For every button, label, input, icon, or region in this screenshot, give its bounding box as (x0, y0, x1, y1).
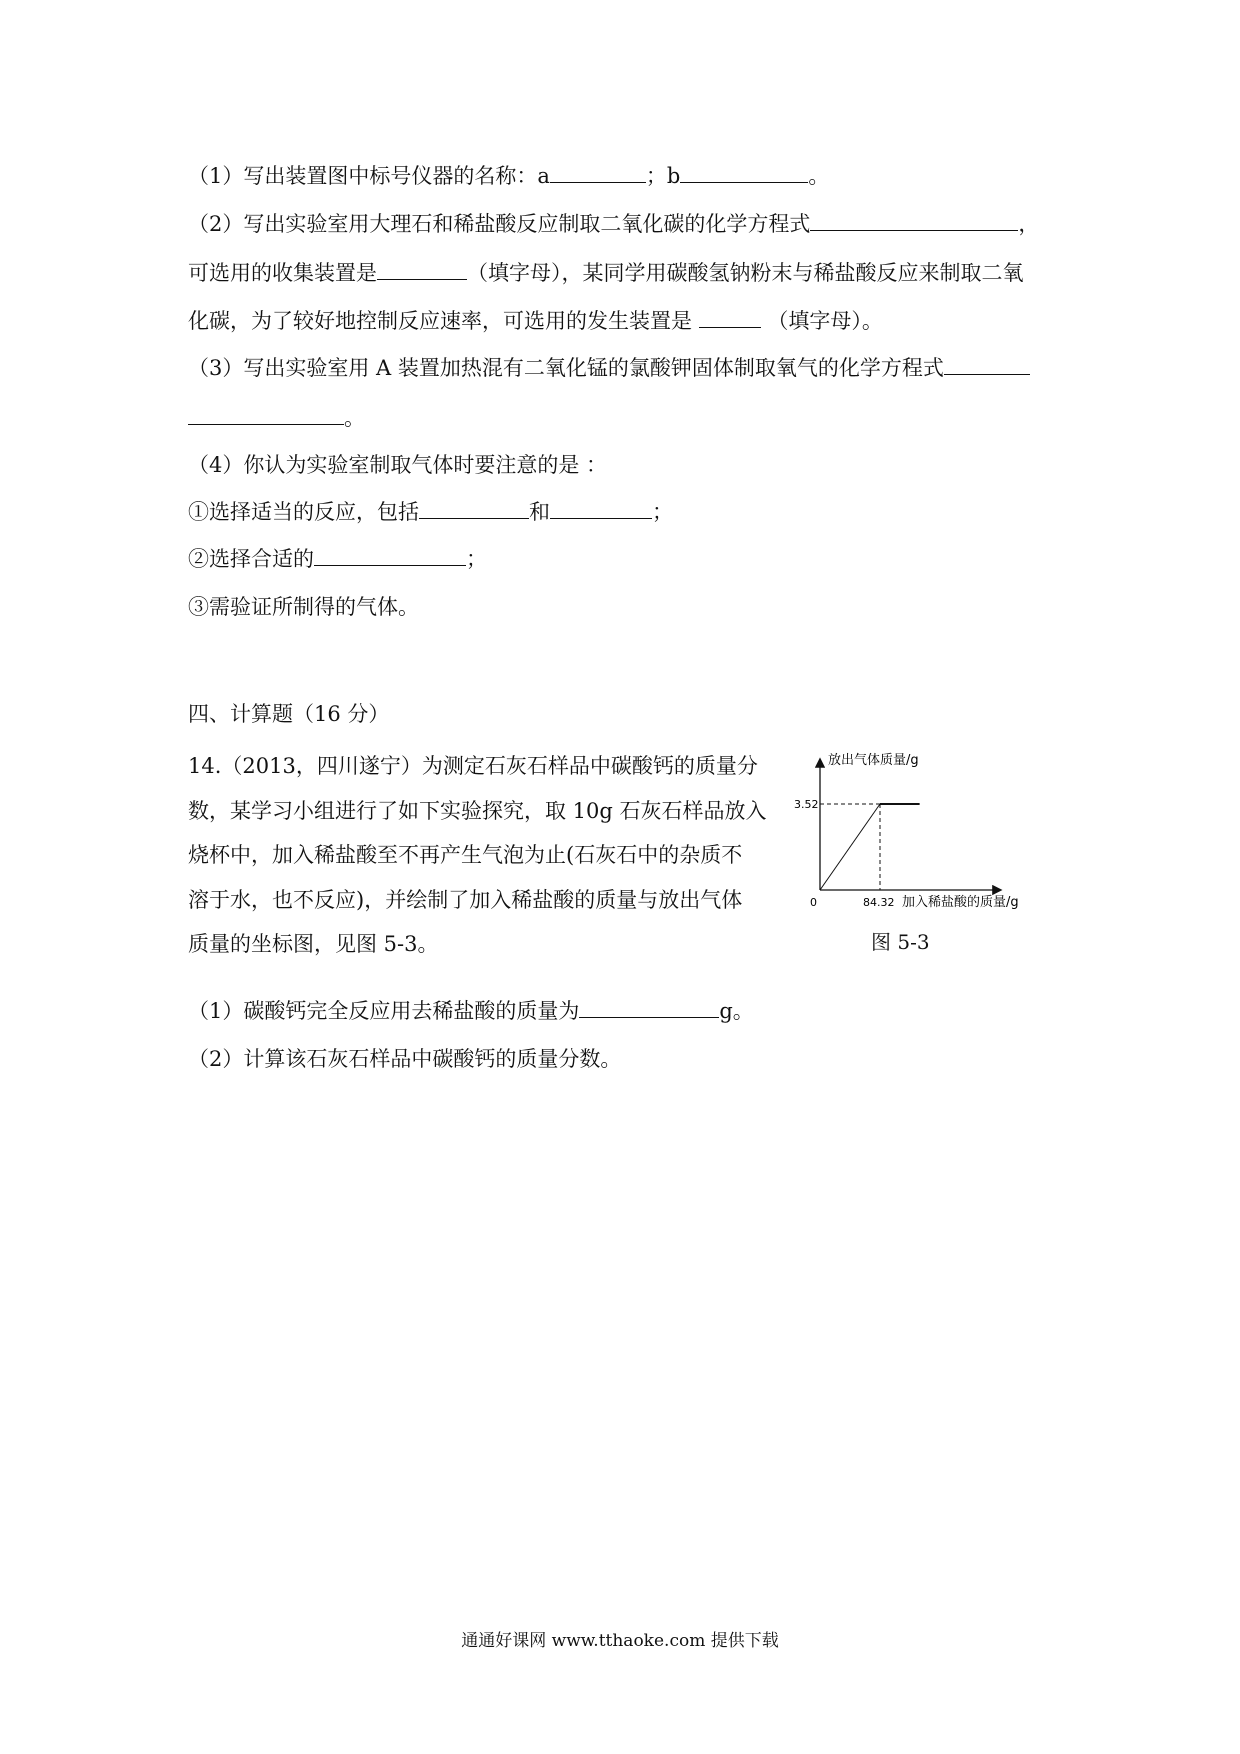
q13-item3 (188, 593, 419, 621)
q13-part2-line3 (188, 307, 883, 335)
q13-item3-text: ③需验证所制得的气体。 (188, 595, 419, 619)
q13-part1-end: 。 (808, 164, 830, 188)
answer-blank-o2-equation-1[interactable] (944, 354, 1030, 375)
q13-item1-text: ①选择适当的反应，包括 (188, 500, 419, 524)
answer-blank-generation-device[interactable] (699, 307, 761, 328)
q14-line: 溶于水，也不反应)，并绘制了加入稀盐酸的质量与放出气体 (188, 887, 743, 912)
q13-part2-line1 (188, 210, 1039, 238)
answer-blank-collection-device[interactable] (377, 259, 467, 280)
q13-part3-end: 。 (344, 406, 365, 430)
footer: 通通好课网 www.tthaoke.com 提供下载 (461, 1631, 779, 1651)
y-tick-label: 3.52 (794, 798, 819, 811)
q13-part3-text: （3）写出实验室用 A 装置加热混有二氧化锰的氯酸钾固体制取氧气的化学方程式 (188, 356, 944, 380)
answer-blank-a[interactable] (550, 162, 646, 183)
answer-blank-o2-equation-3[interactable] (274, 404, 344, 425)
q14-sub2-text: （2）计算该石灰石样品中碳酸钙的质量分数。 (188, 1047, 622, 1071)
answer-blank-acid-mass[interactable] (579, 997, 719, 1018)
q14-sub1-text: （1）碳酸钙完全反应用去稀盐酸的质量为 (188, 999, 580, 1023)
answer-blank-co2-equation[interactable] (810, 210, 1018, 231)
figure-5-3 (794, 748, 1050, 922)
q13-part2-line2-a: 可选用的收集装置是 (188, 261, 377, 285)
q14-sub1 (188, 997, 754, 1025)
series-line (820, 804, 880, 890)
answer-blank-reaction-2[interactable] (550, 498, 652, 519)
q13-part2-text: （2）写出实验室用大理石和稀盐酸反应制取二氧化碳的化学方程式 (188, 212, 811, 236)
q14-line: 14.（2013，四川遂宁）为测定石灰石样品中碳酸钙的质量分 (188, 754, 758, 778)
q13-part2-line3-a: 化碳，为了较好地控制反应速率，可选用的发生装置是 (188, 309, 692, 333)
answer-blank-b[interactable] (680, 162, 808, 183)
q14-sub2 (188, 1045, 621, 1073)
q13-part1-text: （1）写出装置图中标号仪器的名称：a (188, 164, 550, 188)
q14-line: 数，某学习小组进行了如下实验探究，取 10g 石灰石样品放入 (188, 798, 767, 823)
q13-part4 (188, 451, 607, 479)
q14-stem (188, 744, 778, 967)
chart-svg (794, 748, 1050, 918)
q13-part2-line3-b: （填字母）。 (767, 309, 883, 333)
figure-caption: 图 5-3 (871, 930, 930, 954)
q14-line: 质量的坐标图，见图 5-3。 (188, 932, 439, 956)
q13-item2 (188, 545, 487, 573)
x-tick-label: 84.32 (863, 896, 895, 909)
q13-item2-end: ； (466, 547, 487, 571)
q13-part2-comma: ， (1018, 212, 1040, 236)
x-axis-label: 加入稀盐酸的质量/g (902, 895, 1019, 910)
answer-blank-o2-equation-2[interactable] (188, 404, 274, 425)
q13-part1-sep: ；b (645, 164, 681, 188)
q13-part3-line1 (188, 354, 1030, 382)
section-heading-text: 四、计算题（16 分） (188, 702, 390, 726)
q13-item1 (188, 498, 673, 526)
q13-part2-line2-b: （填字母），某同学用碳酸氢钠粉末与稀盐酸反应来制取二氧 (467, 261, 1024, 285)
q14-line: 烧杯中，加入稀盐酸至不再产生气泡为止(石灰石中的杂质不 (188, 843, 743, 867)
q13-part4-text: （4）你认为实验室制取气体时要注意的是 ： (188, 453, 608, 477)
q13-item2-text: ②选择合适的 (188, 547, 314, 571)
q13-part3-line2 (188, 404, 365, 432)
q13-part1 (188, 162, 829, 190)
section-heading (188, 700, 389, 728)
y-axis-label: 放出气体质量/g (828, 753, 919, 768)
answer-blank-apparatus[interactable] (314, 545, 466, 566)
q13-item1-end: ； (652, 500, 673, 524)
answer-blank-reaction-1[interactable] (419, 498, 529, 519)
origin-label: 0 (810, 896, 817, 909)
q13-part2-line2 (188, 259, 1024, 287)
q13-item1-and: 和 (529, 500, 550, 524)
q14-sub1-unit: g。 (719, 999, 754, 1023)
